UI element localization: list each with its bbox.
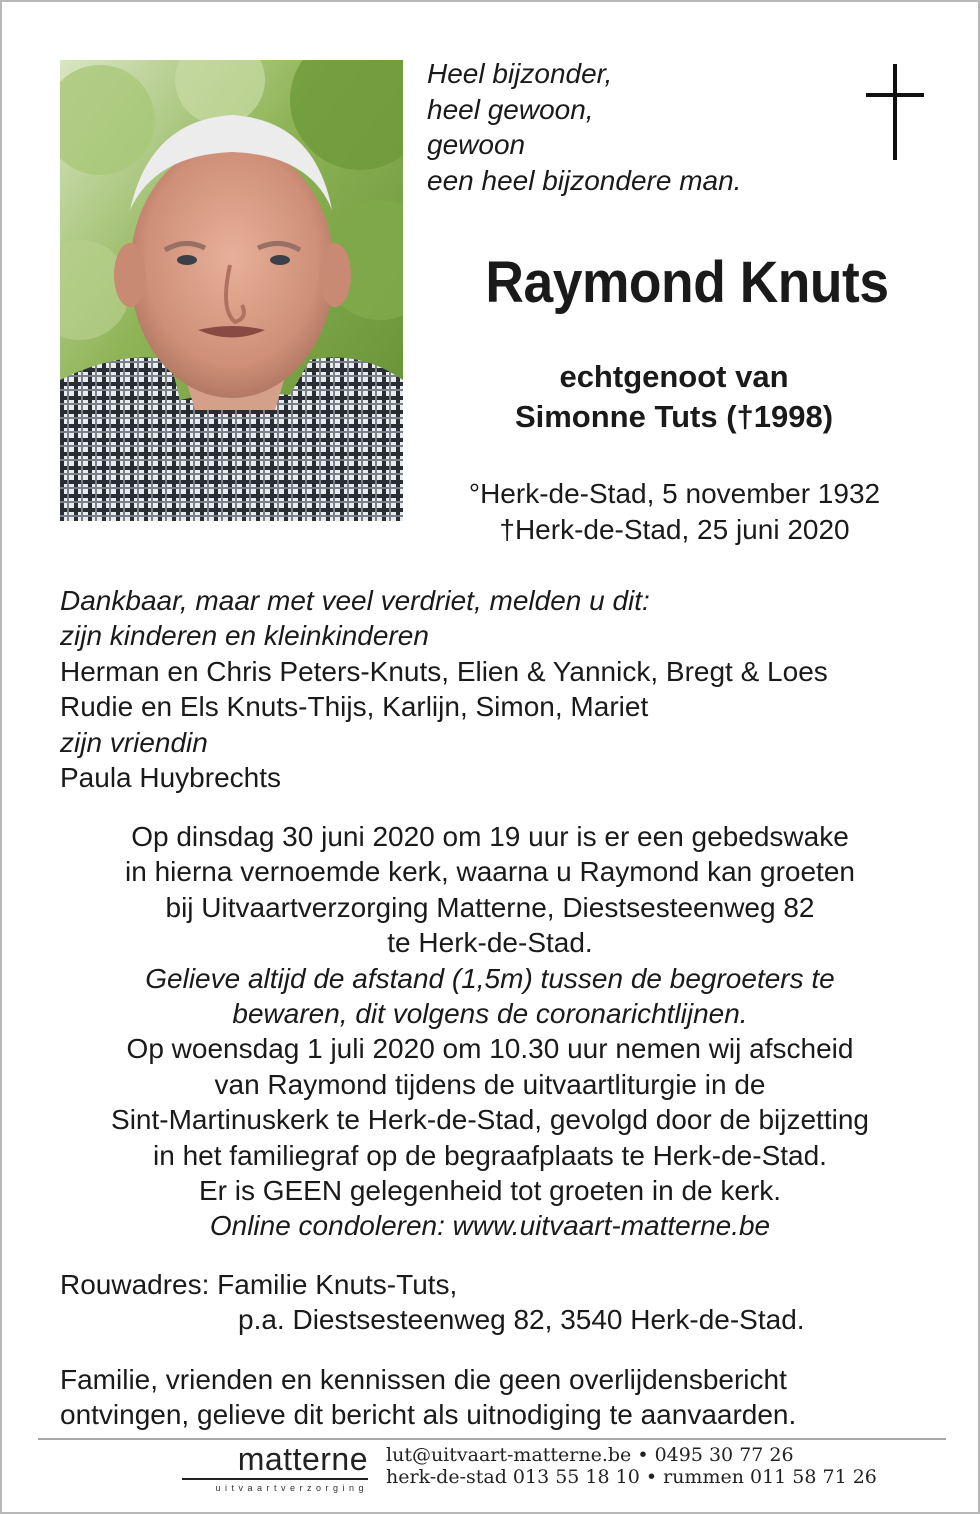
children-line: Rudie en Els Knuts-Thijs, Karlijn, Simon, Mariet [60, 691, 649, 723]
portrait-photo [60, 60, 403, 521]
family-announcement [60, 583, 940, 795]
life-dates [422, 476, 927, 548]
spouse-info [432, 357, 916, 437]
friend-name: Paula Huybrechts [60, 762, 282, 794]
ceremony-details [42, 819, 938, 1244]
poem-line: heel gewoon, [427, 93, 594, 125]
contact-line: lut@uitvaart-matterne.be • 0495 30 77 26 [386, 1444, 794, 1466]
contact-line: herk-de-stad 013 55 18 10 • rummen 011 58 71 26 [386, 1466, 877, 1488]
funeral-line: Sint-Martinuskerk te Herk-de-Stad, gevolgd door de bijzetting [111, 1104, 869, 1136]
distance-note-line: Gelieve altijd de afstand (1,5m) tussen de begroeters te [145, 962, 835, 994]
address-line: p.a. Diestsesteenweg 82, 3540 Herk-de-Stad. [238, 1304, 805, 1336]
wake-line: Op dinsdag 30 juni 2020 om 19 uur is er een gebedswake [131, 821, 849, 852]
distance-note-line: bewaren, dit volgens de coronarichtlijnen. [232, 998, 748, 1030]
logo-underline [182, 1478, 368, 1480]
friend-label: zijn vriendin [60, 726, 208, 758]
poem-line: Heel bijzonder, [427, 58, 613, 89]
wake-line: te Herk-de-Stad. [387, 927, 593, 959]
mourning-address [60, 1267, 940, 1338]
funeral-line: Er is GEEN gelegenheid tot groeten in de kerk. [198, 1175, 782, 1207]
children-line: Herman en Chris Peters-Knuts, Elien & Yannick, Bregt & Loes [60, 655, 828, 687]
birth-date: °Herk-de-Stad, 5 november 1932 [468, 478, 881, 509]
closing-line: ontvingen, gelieve dit bericht als uitnodiging te aanvaarden. [60, 1399, 797, 1431]
online-condolence: Online condoleren: www.uitvaart-matterne.be [209, 1210, 771, 1242]
family-intro: Dankbaar, maar met veel verdriet, melden u dit: [60, 585, 650, 616]
closing-line: Familie, vrienden en kennissen die geen overlijdensbericht [60, 1364, 787, 1395]
footer-contact [386, 1444, 926, 1488]
address-line: Rouwadres: Familie Knuts-Tuts, [60, 1269, 458, 1300]
wake-line: bij Uitvaartverzorging Matterne, Diestsesteenweg 82 [165, 891, 815, 923]
cross-icon [866, 64, 924, 160]
deceased-name: Raymond Knuts [485, 250, 889, 315]
footer-divider [38, 1438, 946, 1440]
wake-line: in hierna vernoemde kerk, waarna u Raymond kan groeten [125, 856, 855, 888]
closing-note [60, 1362, 940, 1433]
poem-line: een heel bijzondere man. [427, 164, 742, 196]
children-label: zijn kinderen en kleinkinderen [60, 620, 429, 652]
funeral-line: Op woensdag 1 juli 2020 om 10.30 uur nemen wij afscheid [126, 1033, 854, 1065]
poem [427, 56, 847, 198]
death-date: †Herk-de-Stad, 25 juni 2020 [499, 514, 850, 545]
funeral-line: in het familiegraf op de begraafplaats te Herk-de-Stad. [153, 1139, 827, 1171]
funeral-line: van Raymond tijdens de uitvaartliturgie in de [214, 1068, 766, 1100]
spouse-label: echtgenoot van [559, 359, 789, 394]
spouse-name: Simonne Tuts (†1998) [514, 399, 834, 434]
poem-line: gewoon [427, 129, 526, 160]
funeral-home-logo: matterne [237, 1441, 368, 1477]
funeral-home-subtitle: uitvaartverzorging [215, 1483, 368, 1493]
